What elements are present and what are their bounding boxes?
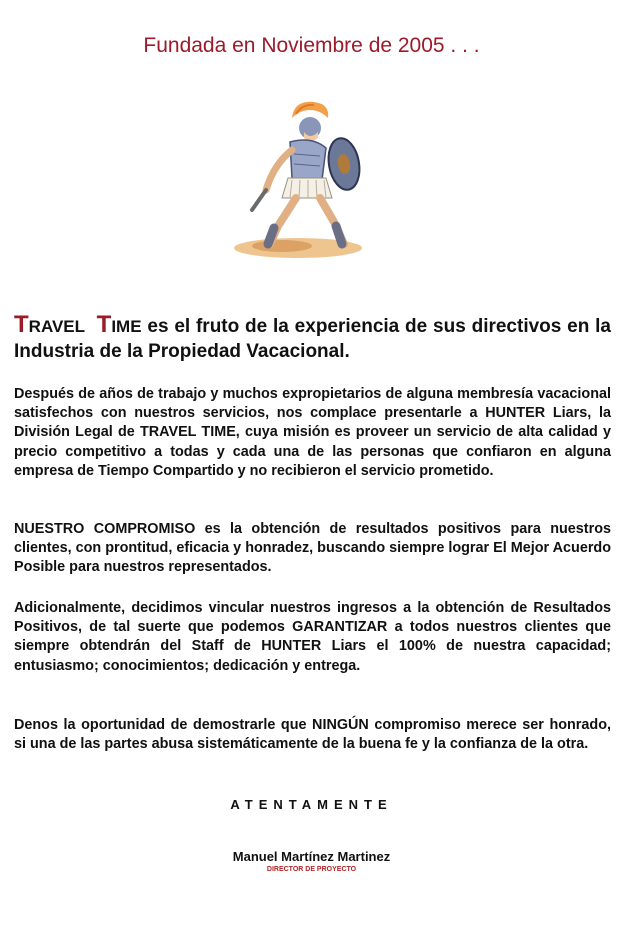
intro-statement [14,312,611,364]
brand-initial-2: T [96,311,112,338]
signer-role: DIRECTOR DE PROYECTO [266,866,357,873]
paragraph-closing-remark: Denos la oportunidad de demostrarle que NINGÚN compromiso merece ser honrado, si una de las partes abusa sistemáticamente de la buena fe y la confianza de la otra. [14,717,611,753]
closing-salutation: ATENTAMENTE [230,797,393,812]
roman-warrior-icon [222,98,382,266]
paragraph-guarantee: Adicionalmente, decidimos vincular nuestros ingresos a la obtención de Resultados Positivos, de tal suerte que podemos GARANTIZAR a todos nuestros clientes que siempre obtendrán del Staff de HUNTER Liars el 100% de nuestra capacidad; entusiasmo; conocimientos; dedicación y entrega. [14,600,611,674]
page-title: Fundada en Noviembre de 2005 . . . [143,34,480,57]
brand-initial-1: T [14,311,29,338]
intro-text: es el fruto de la experiencia de sus directivos en la Industria de la Propiedad Vacacional. [14,316,611,362]
signer-name: Manuel Martínez Martinez [232,849,391,864]
brand-word-1: RAVEL [28,317,86,336]
brand-word-2: IME [111,317,142,336]
paragraph-mission: Después de años de trabajo y muchos expropietarios de alguna membresía vacacional satisfechos con nuestros servicios, nos complace presentarle a HUNTER Liars, la División Legal de TRAVEL TIME, cuya misión es proveer un servicio de alta calidad y precio competitivo a todas y cada una de las personas que confiaron en alguna empresa de Tiempo Compartido y no recibieron el servicio prometido. [14,386,611,479]
paragraph-commitment: NUESTRO COMPROMISO es la obtención de resultados positivos para nuestros clientes, con prontitud, eficacia y honradez, buscando siempre lograr El Mejor Acuerdo Posible para nuestros representados. [14,521,611,576]
